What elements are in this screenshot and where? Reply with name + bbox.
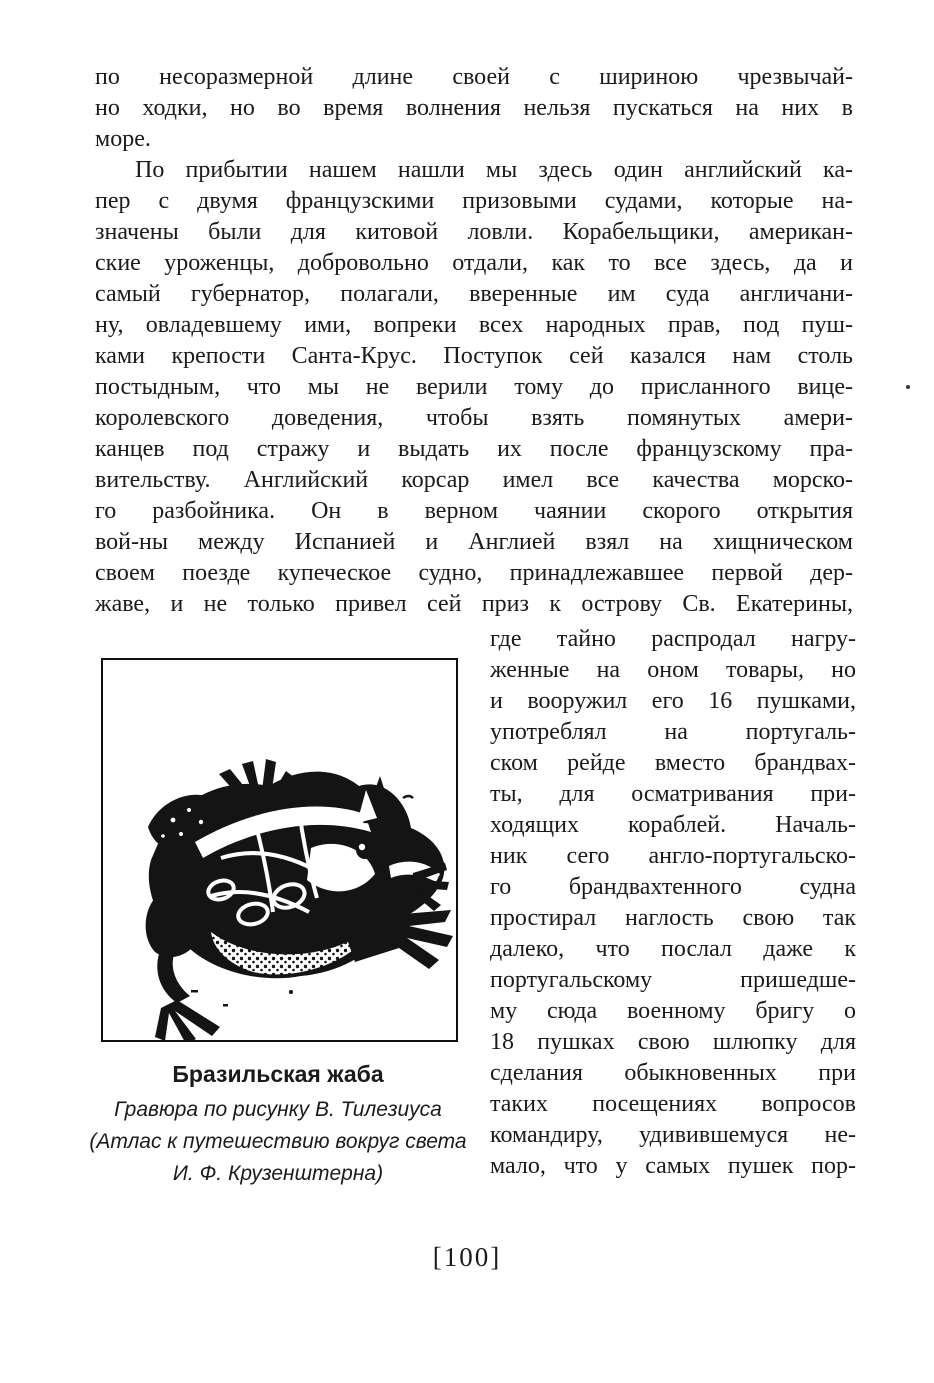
text-line: по несоразмерной длине своей с шириною чрезвычай-: [95, 64, 853, 90]
caption-credit-line: (Атлас к путешествию вокруг света: [89, 1130, 467, 1153]
text-line: ты, для осматривания при-: [490, 781, 856, 807]
text-line: канцев под стражу и выдать их после французскому пра-: [95, 436, 853, 462]
text-line: самый губернатор, полагали, вверенные им суда англичани-: [95, 281, 853, 307]
text-line: но ходки, но во время волнения нельзя пускаться на них в: [95, 95, 853, 121]
text-line: женные на оном товары, но: [490, 657, 856, 683]
text-line: постыдным, что мы не верили тому до присланного вице-: [95, 374, 853, 400]
toad-engraving-illustration: [103, 660, 456, 1040]
text-line: му сюда военному бригу о: [490, 998, 856, 1024]
caption-credit-line: Гравюра по рисунку В. Тилезиуса: [114, 1098, 442, 1121]
text-line: где тайно распродал нагру-: [490, 626, 856, 652]
text-line: море.: [95, 126, 151, 152]
text-line: го брандвахтенного судна: [490, 874, 856, 900]
caption-credit-line: И. Ф. Крузенштерна): [172, 1162, 384, 1185]
text-line: По прибытии нашем нашли мы здесь один английский ка-: [135, 157, 853, 183]
text-line: командиру, удивившемуся не-: [490, 1122, 856, 1148]
text-line: употреблял на португаль-: [490, 719, 856, 745]
text-line: ками крепости Санта-Крус. Поступок сей казался нам столь: [95, 343, 853, 369]
text-line: ском рейде вместо брандвах-: [490, 750, 856, 776]
paragraph-continued: [95, 62, 853, 155]
text-line: своем поезде купеческое судно, принадлежавшее первой дер-: [95, 560, 853, 586]
figure-caption: [88, 1058, 468, 1190]
text-line: 18 пушках свою шлюпку для: [490, 1029, 856, 1055]
figure-frame: [101, 658, 458, 1042]
text-line: далеко, что послал даже к: [490, 936, 856, 962]
text-line: сделания обыкновенных при: [490, 1060, 856, 1086]
figure-caption-title: Бразильская жаба: [172, 1061, 384, 1087]
text-line: и вооружил его 16 пушками,: [490, 688, 856, 714]
text-line: значены были для китовой ловли. Корабельщики, американ-: [95, 219, 853, 245]
text-line: ходящих кораблей. Началь-: [490, 812, 856, 838]
text-line: жаве, и не только привел сей приз к острову Св. Екатерины,: [95, 591, 853, 617]
text-line: королевского доведения, чтобы взять помянутых амери-: [95, 405, 853, 431]
text-line: вой-ны между Испанией и Англией взял на хищническом: [95, 529, 853, 555]
scan-speck: [906, 385, 910, 389]
figure-caption-credit: [88, 1094, 468, 1190]
page-number: [100]: [432, 1242, 502, 1272]
text-line: португальскому пришедше-: [490, 967, 856, 993]
paragraph-main-full-width: [95, 155, 853, 620]
text-line: таких посещениях вопросов: [490, 1091, 856, 1117]
text-line: ник сего англо-португальско-: [490, 843, 856, 869]
text-line: мало, что у самых пушек пор-: [490, 1153, 856, 1179]
text-line: го разбойника. Он в верном чаянии скорого открытия: [95, 498, 853, 524]
text-line: ну, овладевшему ими, вопреки всех народных прав, под пуш-: [95, 312, 853, 338]
text-line: простирал наглость свою так: [490, 905, 856, 931]
text-line: пер с двумя французскими призовыми судами, которые на-: [95, 188, 853, 214]
text-line: вительству. Английский корсар имел все качества морско-: [95, 467, 853, 493]
paragraph-main-right-column: [490, 624, 856, 1182]
text-line: ские уроженцы, добровольно отдали, как то все здесь, да и: [95, 250, 853, 276]
